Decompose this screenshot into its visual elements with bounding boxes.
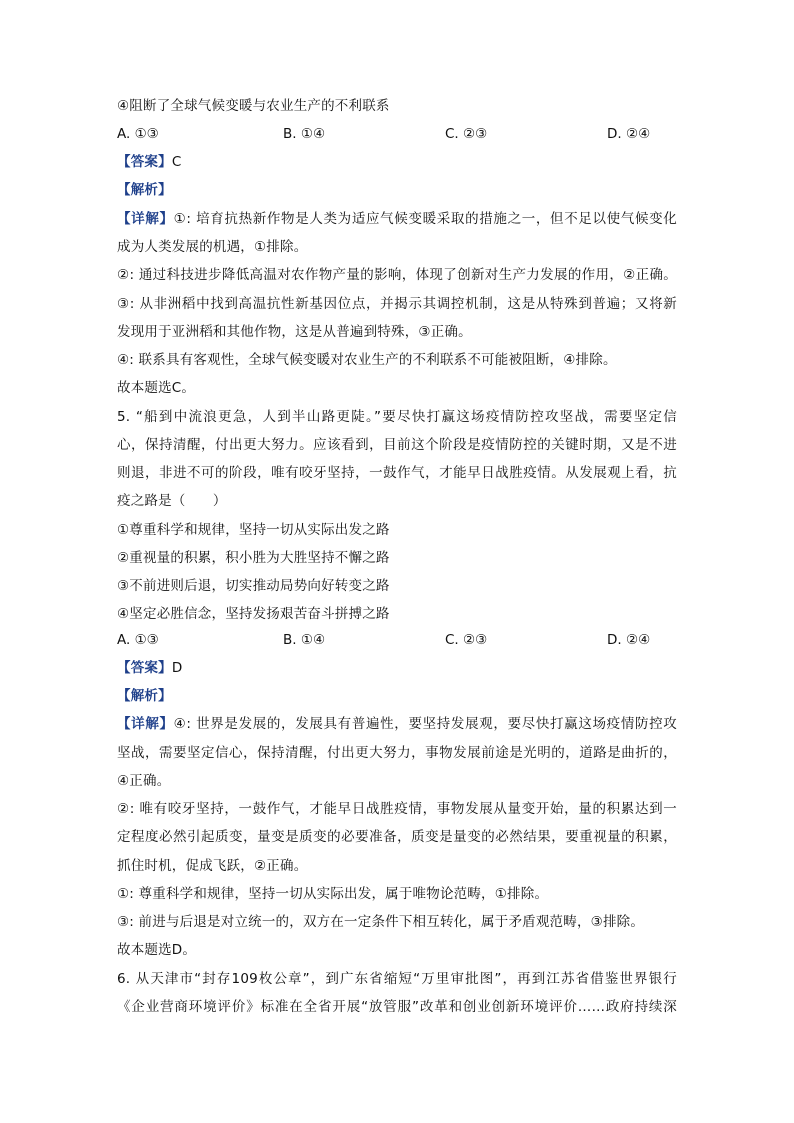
q4-detail-line-2: 成为人类发展的机遇，①排除。 [117, 239, 308, 255]
q6-stem-line-1: 6. 从天津市“封存109枚公章”，到广东省缩短“万里审批图”，再到江苏省借鉴世界银行 [117, 971, 677, 987]
q5-option-2: ②重视量的积累，积小胜为大胜坚持不懈之路 [117, 550, 390, 566]
q5-stem-line-1: 5. “船到中流浪更急，人到半山路更陡。”要尽快打赢这场疫情防控攻坚战，需要坚定信 [117, 409, 677, 425]
detail-tag: 【详解】 [117, 211, 174, 227]
q5-option-1: ①尊重科学和规律，坚持一切从实际出发之路 [117, 522, 390, 538]
q5-choice-a: A. ①③ [117, 632, 159, 648]
q5-option-3: ③不前进则后退，切实推动局势向好转变之路 [117, 578, 390, 594]
q4-choice-c: C. ②③ [445, 126, 488, 142]
q5-choice-b: B. ①④ [283, 632, 326, 648]
q5-detail-text-1: ④: 世界是发展的，发展具有普遍性，要坚持发展观，要尽快打赢这场疫情防控攻 [173, 716, 677, 732]
q4-detail-text-1: ①: 培育抗热新作物是人类为适应气候变暖采取的措施之一，但不足以使气候变化 [173, 211, 677, 227]
q5-detail-line-6: 抓住时机，促成飞跃，②正确。 [117, 858, 308, 874]
detail-tag: 【详解】 [117, 716, 174, 732]
q6-stem-line-2: 《企业营商环境评价》标准在全省开展“放管服”改革和创业创新环境评价……政府持续深 [117, 999, 677, 1015]
analysis-tag: 【解析】 [117, 688, 172, 704]
q4-choice-a: A. ①③ [117, 126, 159, 142]
analysis-tag: 【解析】 [117, 182, 172, 198]
q5-conclusion: 故本题选D。 [117, 942, 197, 958]
q4-answer-line [117, 152, 677, 172]
q4-detail-line-6: ④: 联系具有客观性，全球气候变暖对农业生产的不利联系不可能被阻断，④排除。 [117, 352, 617, 368]
q5-choice-c: C. ②③ [445, 632, 488, 648]
q4-answer-value: C [171, 154, 182, 170]
answer-tag: 【答案】 [117, 154, 172, 170]
q5-analysis-heading [117, 686, 677, 706]
q5-detail-line-1 [117, 714, 677, 734]
q4-detail-line-1 [117, 209, 677, 229]
q5-answer-value: D [171, 660, 183, 676]
q4-choice-d: D. ②④ [607, 126, 651, 142]
q5-detail-line-8: ③: 前进与后退是对立统一的，双方在一定条件下相互转化，属于矛盾观范畴，③排除。 [117, 914, 645, 930]
q5-choices [117, 630, 677, 650]
answer-tag: 【答案】 [117, 660, 172, 676]
q4-choice-b: B. ①④ [283, 126, 326, 142]
q5-stem-line-2: 心，保持清醒，付出更大努力。应该看到，目前这个阶段是疫情防控的关键时期，又是不进 [117, 437, 677, 453]
q5-detail-line-4: ②: 唯有咬牙坚持，一鼓作气，才能早日战胜疫情，事物发展从量变开始，量的积累达到一 [117, 801, 677, 817]
q4-choices [117, 124, 677, 144]
q5-option-4: ④坚定必胜信念，坚持发扬艰苦奋斗拼搏之路 [117, 606, 390, 622]
q4-conclusion: 故本题选C。 [117, 380, 196, 396]
q5-detail-line-5: 定程度必然引起质变，量变是质变的必要准备，质变是量变的必然结果，要重视量的积累， [117, 829, 677, 845]
q5-stem-line-3: 则退，非进不可的阶段，唯有咬牙坚持，一鼓作气，才能早日战胜疫情。从发展观上看，抗 [117, 465, 677, 481]
q4-analysis-heading [117, 180, 677, 200]
q4-detail-line-3: ②: 通过科技进步降低高温对农作物产量的影响，体现了创新对生产力发展的作用，②正确。 [117, 267, 677, 283]
q5-choice-d: D. ②④ [607, 632, 651, 648]
q5-answer-line [117, 658, 677, 678]
q5-detail-line-2: 坚战，需要坚定信心，保持清醒，付出更大努力，事物发展前途是光明的，道路是曲折的， [117, 745, 677, 761]
q4-option-4: ④阻断了全球气候变暖与农业生产的不利联系 [117, 98, 390, 114]
q4-detail-line-5: 发现用于亚洲稻和其他作物，这是从普遍到特殊，③正确。 [117, 324, 472, 340]
q5-stem-line-4: 疫之路是（ ） [117, 493, 227, 509]
q4-detail-line-4: ③: 从非洲稻中找到高温抗性新基因位点，并揭示其调控机制，这是从特殊到普遍；又将新 [117, 296, 677, 312]
q5-detail-line-7: ①: 尊重科学和规律，坚持一切从实际出发，属于唯物论范畴，①排除。 [117, 886, 549, 902]
q5-detail-line-3: ④正确。 [117, 773, 171, 789]
